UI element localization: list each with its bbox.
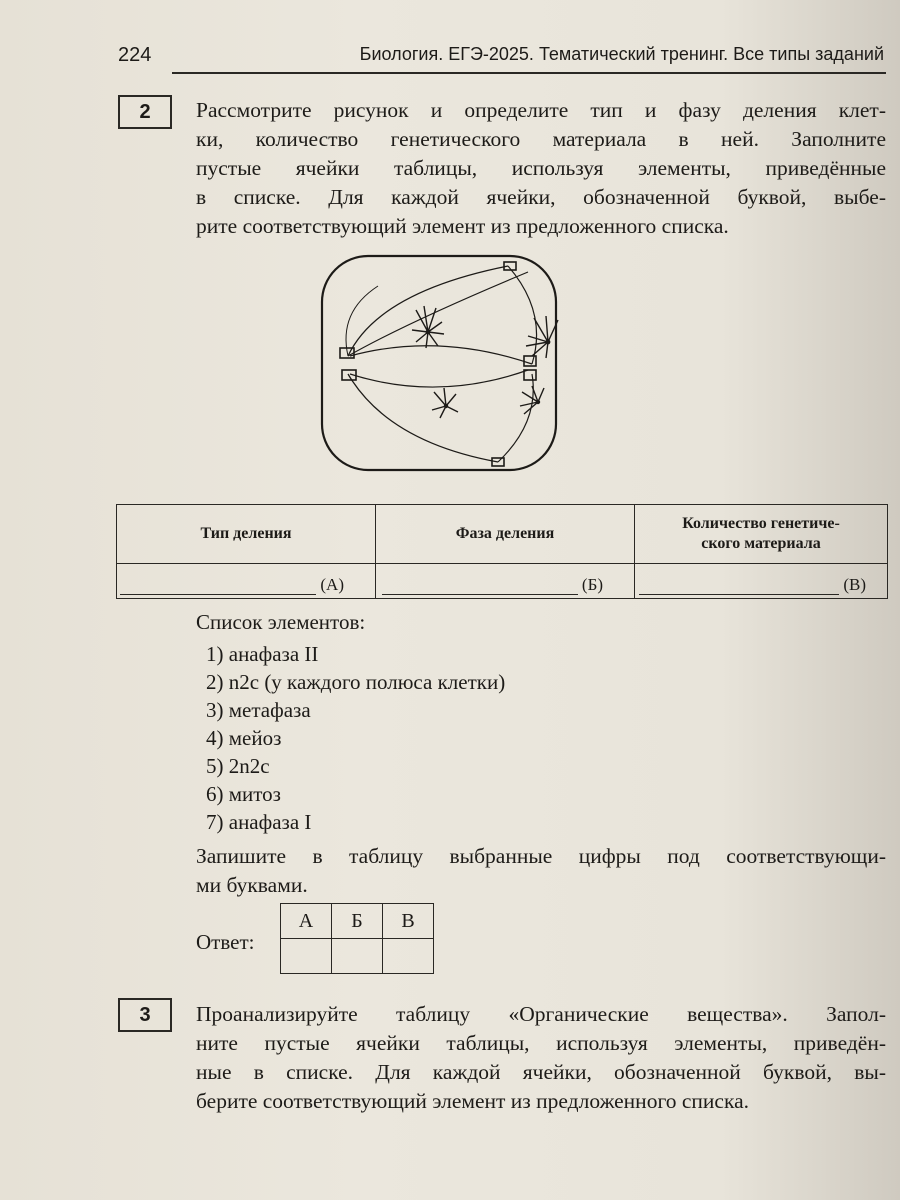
answer-letter-b: Б <box>332 904 383 939</box>
task-3-text <box>196 1000 886 1116</box>
task-2-line: рите соответствующий элемент из предложенного списка. <box>196 214 729 238</box>
answer-input-a[interactable] <box>281 939 332 974</box>
division-table <box>116 504 888 599</box>
answer-input-b[interactable] <box>332 939 383 974</box>
task-3-line: берите соответствующий элемент из предложенного списка. <box>196 1089 749 1113</box>
elements-list <box>206 640 505 836</box>
list-item: 3) метафаза <box>206 698 311 722</box>
cell-a[interactable] <box>117 564 376 599</box>
instruction-line: Запишите в таблицу выбранные цифры под соответствующи- <box>196 844 886 868</box>
answer-grid <box>280 903 434 974</box>
list-title: Список элементов: <box>196 610 366 634</box>
list-item: 5) 2n2c <box>206 754 270 778</box>
cell-b-label: (Б) <box>581 575 603 594</box>
task-3-line: ные в списке. Для каждой ячейки, обозначенной буквой, вы- <box>196 1060 886 1084</box>
cell-division-figure <box>318 252 560 474</box>
answer-letter-a: А <box>281 904 332 939</box>
task-2-text <box>196 96 886 241</box>
cell-c[interactable] <box>635 564 888 599</box>
cell-c-label: (В) <box>843 575 866 594</box>
task-2-line: Рассмотрите рисунок и определите тип и фазу деления клет- <box>196 98 886 122</box>
page-number: 224 <box>118 44 152 66</box>
list-item: 7) анафаза I <box>206 810 312 834</box>
cell-a-label: (А) <box>320 575 344 594</box>
header-rule <box>172 72 886 74</box>
answer-letter-c: В <box>383 904 434 939</box>
list-item: 2) n2c (у каждого полюса клетки) <box>206 670 506 694</box>
task-2-line: пустые ячейки таблицы, используя элементы, приведённые <box>196 156 886 180</box>
header-division-phase: Фаза деления <box>376 505 635 564</box>
task-3-line: Проанализируйте таблицу «Органические вещества». Запол- <box>196 1002 886 1026</box>
task-3-number: 3 <box>118 998 172 1032</box>
task-3-line: ните пустые ячейки таблицы, используя элементы, приведён- <box>196 1031 886 1055</box>
list-item: 6) митоз <box>206 782 281 806</box>
instruction <box>196 842 886 900</box>
task-2-line: ки, количество генетического материала в ней. Заполните <box>196 127 886 151</box>
cell-b[interactable] <box>376 564 635 599</box>
list-item: 4) мейоз <box>206 726 282 750</box>
book-title: Биология. ЕГЭ-2025. Тематический тренинг. Все типы заданий <box>359 44 884 64</box>
answer-input-c[interactable] <box>383 939 434 974</box>
instruction-line: ми буквами. <box>196 873 308 897</box>
header-division-type: Тип деления <box>117 505 376 564</box>
answer-label: Ответ: <box>196 930 255 954</box>
header-genetic-material: Количество генетиче- ского материала <box>635 505 888 564</box>
task-2-line: в списке. Для каждой ячейки, обозначенной буквой, выбе- <box>196 185 886 209</box>
task-2-number: 2 <box>118 95 172 129</box>
list-item: 1) анафаза II <box>206 642 319 666</box>
